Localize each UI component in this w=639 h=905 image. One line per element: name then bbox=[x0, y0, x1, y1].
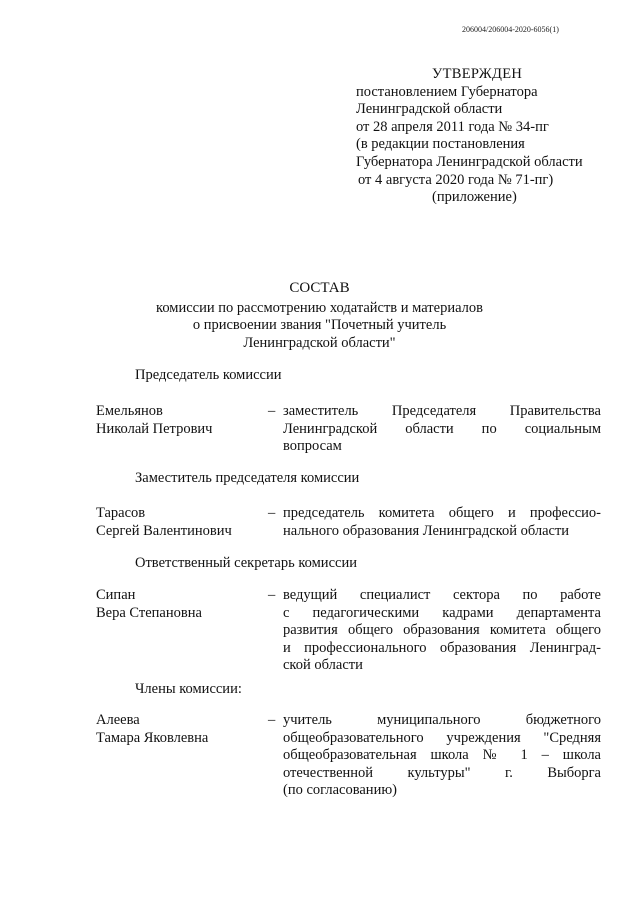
member-surname: Тарасов bbox=[96, 505, 146, 521]
role-line: Ленинградской области по социальным bbox=[283, 420, 601, 437]
role-line: ведущий специалист сектора по работе bbox=[283, 587, 601, 603]
section-heading-deputy: Заместитель председателя комиссии bbox=[135, 470, 360, 486]
approval-line: (в редакции постановления bbox=[356, 136, 525, 153]
section-heading-secretary: Ответственный секретарь комиссии bbox=[135, 555, 357, 571]
role-line: нального образования Ленинградской области bbox=[283, 522, 570, 539]
role-line: (по согласованию) bbox=[283, 782, 397, 799]
role-line: председатель комитета общего и профессио- bbox=[283, 505, 601, 521]
member-name bbox=[96, 505, 266, 540]
title-line: Ленинградской области" bbox=[243, 334, 396, 351]
member-surname: Емельянов bbox=[96, 403, 163, 419]
member-role bbox=[283, 712, 601, 800]
approval-line: Губернатора Ленинградской области bbox=[356, 153, 583, 170]
dash-separator: – bbox=[268, 505, 276, 521]
section-heading-chair: Председатель комиссии bbox=[135, 367, 282, 383]
member-role bbox=[283, 505, 601, 540]
dash-separator: – bbox=[268, 587, 276, 603]
approval-line: от 4 августа 2020 года № 71-пг) bbox=[358, 171, 554, 188]
dash-separator: – bbox=[268, 403, 276, 419]
dash-separator: – bbox=[268, 712, 276, 728]
approval-line: Ленинградской области bbox=[356, 101, 503, 118]
role-line: вопросам bbox=[283, 438, 342, 455]
member-name bbox=[96, 403, 266, 438]
document-title bbox=[60, 280, 579, 352]
approval-line: от 28 апреля 2011 года № 34-пг bbox=[356, 118, 549, 135]
approval-line: (приложение) bbox=[432, 189, 517, 206]
title-line: комиссии по рассмотрению ходатайств и материалов bbox=[156, 299, 483, 316]
member-given-name: Сергей Валентинович bbox=[96, 522, 232, 539]
role-line: с педагогическими кадрами департамента bbox=[283, 604, 601, 621]
role-line: отечественной культуры" г. Выборга bbox=[283, 764, 601, 781]
title-main: СОСТАВ bbox=[289, 280, 350, 296]
member-role bbox=[283, 587, 601, 675]
member-surname: Сипан bbox=[96, 587, 136, 603]
role-line: развития общего образования комитета общего bbox=[283, 622, 601, 639]
document-id: 206004/206004-2020-6056(1) bbox=[462, 25, 559, 34]
member-given-name: Николай Петрович bbox=[96, 420, 213, 437]
role-line: учитель муниципального бюджетного bbox=[283, 712, 601, 728]
role-line: и профессионального образования Ленинград- bbox=[283, 639, 601, 656]
member-role bbox=[283, 403, 601, 456]
role-line: общеобразовательная школа № 1 – школа bbox=[283, 747, 601, 764]
role-line: ской области bbox=[283, 657, 363, 674]
approval-block bbox=[356, 66, 616, 207]
title-line: о присвоении звания "Почетный учитель bbox=[192, 317, 447, 334]
section-heading-members: Члены комиссии: bbox=[135, 681, 242, 697]
approval-line: постановлением Губернатора bbox=[356, 83, 538, 100]
member-name bbox=[96, 712, 266, 747]
member-name bbox=[96, 587, 266, 622]
member-surname: Алеева bbox=[96, 712, 140, 728]
role-line: общеобразовательного учреждения "Средняя bbox=[283, 729, 601, 746]
approval-heading: УТВЕРЖДЕН bbox=[432, 66, 523, 82]
member-given-name: Тамара Яковлевна bbox=[96, 729, 209, 746]
role-line: заместитель Председателя Правительства bbox=[283, 403, 601, 419]
member-given-name: Вера Степановна bbox=[96, 604, 202, 621]
